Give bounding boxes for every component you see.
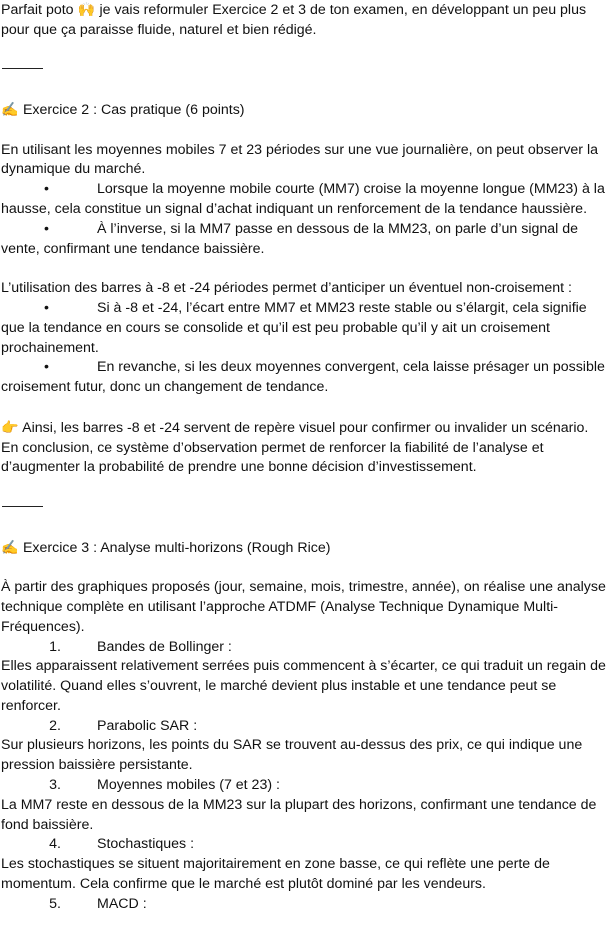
bullet-icon: • xyxy=(44,220,49,237)
horizontal-divider xyxy=(1,60,607,80)
item-number: 2. xyxy=(49,717,61,734)
raised-hands-icon: 🙌 xyxy=(77,1,96,17)
writing-hand-icon: ✍️ xyxy=(1,538,19,555)
bullet-icon: • xyxy=(44,299,49,316)
list-item-text: À l’inverse, si la MM7 passe en dessous de la MM23, on parle d’un signal de vente, confirmant une tendance baissière. xyxy=(1,220,579,257)
exercise-2-bars-paragraph: L’utilisation des barres à -8 et -24 périodes permet d’anticiper un éventuel non-croisement : xyxy=(1,280,572,297)
exercise-3-title: Exercice 3 : Analyse multi-horizons (Rough Rice) xyxy=(19,539,331,556)
numbered-item-text: Elles apparaissent relativement serrées puis commencent à s’écarter, ce qui traduit un regain de volatilité. Quand elles s’ouvrent, le marché devient plus instable et une tendance peut se renforcer. xyxy=(1,658,606,714)
numbered-item-title xyxy=(1,638,607,658)
numbered-item-title xyxy=(1,717,607,737)
exercise-2-heading xyxy=(1,100,607,121)
bullet-icon: • xyxy=(44,359,49,376)
intro-paragraph xyxy=(1,0,607,41)
exercise-3-heading xyxy=(1,538,607,559)
list-item xyxy=(1,299,607,358)
item-number: 3. xyxy=(49,777,61,794)
list-item xyxy=(1,180,607,220)
exercise-2-conclusion: En conclusion, ce système d’observation permet de renforcer la fiabilité de l’analyse et d’augmenter la probabilité de prendre une bonne décision d’investissement. xyxy=(1,439,544,476)
numbered-item-title xyxy=(1,835,607,855)
numbered-item-title xyxy=(1,895,607,915)
list-item-text: En revanche, si les deux moyennes convergent, cela laisse présager un possible croisement futur, donc un changement de tendance. xyxy=(1,359,605,396)
exercise-2-title: Exercice 2 : Cas pratique (6 points) xyxy=(19,101,245,118)
numbered-item-text: Les stochastiques se situent majoritairement en zone basse, ce qui reflète une perte de momentum. Cela confirme que le marché est plutôt dominé par les vendeurs. xyxy=(1,856,550,893)
writing-hand-icon: ✍️ xyxy=(1,100,19,117)
item-title: Parabolic SAR : xyxy=(97,717,198,734)
exercise-3-intro: À partir des graphiques proposés (jour, semaine, mois, trimestre, année), on réalise une analyse technique complète en utilisant l’approche ATDMF (Analyse Technique Dynamique Multi-Fréquences). xyxy=(1,579,606,635)
item-title: MACD : xyxy=(97,895,147,912)
exercise-2-intro: En utilisant les moyennes mobiles 7 et 23 périodes sur une vue journalière, on peut observer la dynamique du marché. xyxy=(1,141,599,178)
intro-text-start: Parfait poto xyxy=(1,2,78,18)
item-number: 1. xyxy=(49,638,61,655)
item-title: Bandes de Bollinger : xyxy=(97,638,232,655)
exercise-2-point xyxy=(1,418,607,439)
pointing-hand-icon: 👉 xyxy=(1,418,19,435)
item-title: Moyennes mobiles (7 et 23) : xyxy=(97,777,280,794)
numbered-item-text: Sur plusieurs horizons, les points du SAR se trouvent au-dessus des prix, ce qui indique une pression baissière persistante. xyxy=(1,737,583,774)
item-title: Stochastiques : xyxy=(97,836,195,853)
intro-text-end: je vais reformuler Exercice 2 et 3 de ton examen, en développant un peu plus pour que ça paraisse fluide, naturel et bien rédigé. xyxy=(1,2,587,38)
horizontal-divider xyxy=(1,498,607,518)
list-item xyxy=(1,220,607,260)
list-item-text: Lorsque la moyenne mobile courte (MM7) croise la moyenne longue (MM23) à la hausse, cela constitue un signal d’achat indiquant un renforcement de la tendance haussière. xyxy=(1,181,605,217)
list-item-text: Si à -8 et -24, l’écart entre MM7 et MM23 reste stable ou s’élargit, cela signifie que la tendance en cours se consolide et qu’il est peu probable qu’il y ait un croisement prochainement. xyxy=(1,299,587,356)
point-text: Ainsi, les barres -8 et -24 servent de repère visuel pour confirmer ou invalider un scénario. xyxy=(19,419,589,436)
item-number: 5. xyxy=(49,895,61,912)
item-number: 4. xyxy=(49,836,61,853)
numbered-item-title xyxy=(1,776,607,796)
numbered-item-text: La MM7 reste en dessous de la MM23 sur la plupart des horizons, confirmant une tendance de fond baissière. xyxy=(1,796,597,833)
bullet-icon: • xyxy=(44,181,49,198)
list-item xyxy=(1,358,607,398)
